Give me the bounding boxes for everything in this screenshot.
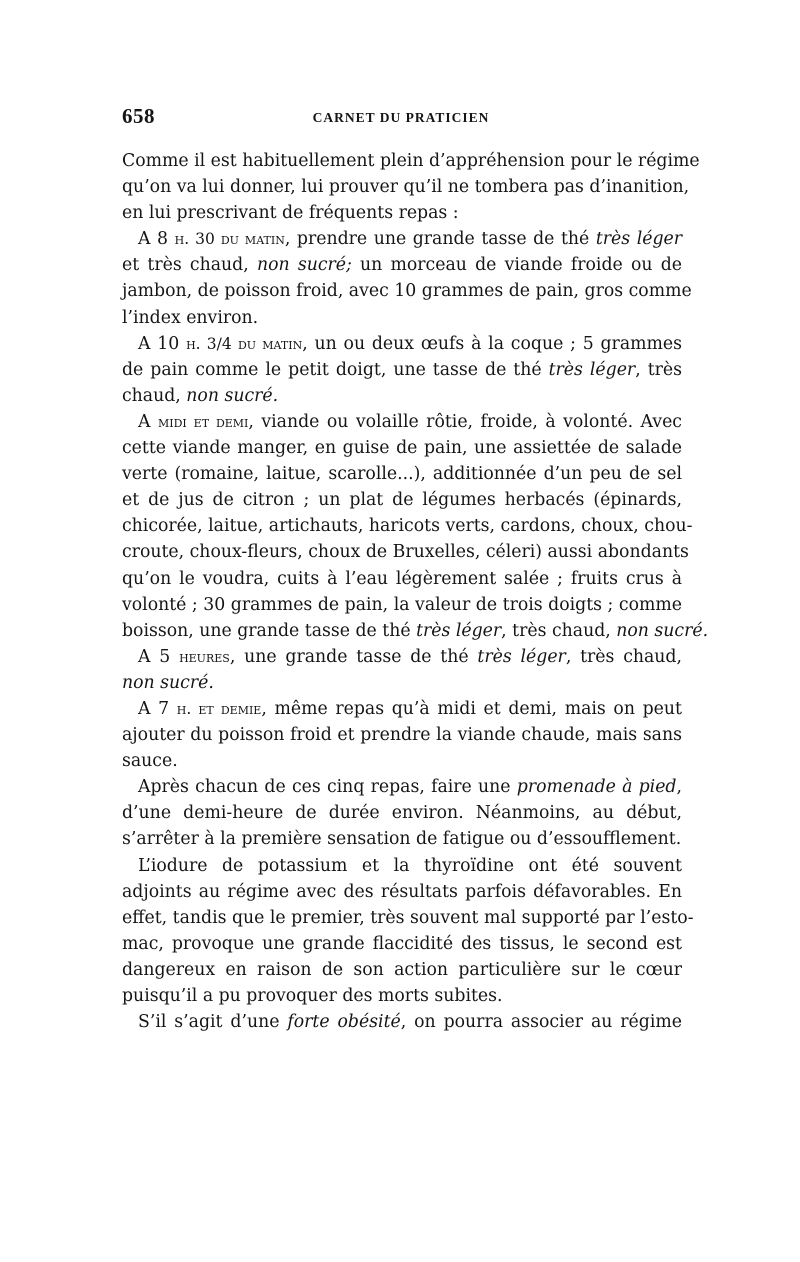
italic-text: non sucré.	[122, 672, 214, 693]
text-line	[122, 331, 682, 357]
text-line	[122, 461, 682, 487]
text-line	[122, 696, 682, 722]
text-segment: , une grande tasse de thé	[229, 646, 478, 667]
running-title: CARNET DU PRATICIEN	[312, 110, 490, 125]
italic-text: très léger	[477, 646, 566, 667]
text-line	[122, 879, 682, 905]
text-segment: , même repas qu’à midi et demi, mais on peut	[261, 698, 682, 719]
text-segment: , prendre une grande tasse de thé	[284, 229, 596, 250]
text-segment: S’il s’agit d’une	[138, 1012, 288, 1033]
text-segment: de pain comme le petit doigt, une tasse de thé	[122, 359, 549, 380]
italic-text: très léger	[595, 229, 682, 250]
text-line	[122, 539, 689, 565]
text-line	[122, 383, 682, 409]
text-segment: A 5	[138, 646, 180, 667]
text-segment: l’index environ.	[122, 307, 259, 328]
text-line	[122, 905, 694, 931]
text-segment: qu’on va lui donner, lui prouver qu’il ne tombera pas d’inanition,	[122, 177, 690, 198]
text-segment: mac, provoque une grande flaccidité des tissus, le second est	[122, 933, 682, 954]
text-line	[122, 513, 693, 539]
text-segment: croute, choux-fleurs, choux de Bruxelles, céleri) aussi abondants	[122, 542, 689, 563]
text-segment: sauce.	[122, 751, 178, 772]
text-segment: chaud,	[122, 385, 187, 406]
text-segment: , très	[635, 359, 682, 380]
italic-text: non sucré.	[616, 620, 709, 641]
text-line	[122, 853, 682, 879]
text-segment: un morceau de viande froide ou de	[351, 255, 682, 276]
small-caps-text: h. 30 du matin	[174, 230, 285, 249]
text-segment: , très chaud,	[501, 620, 617, 641]
text-segment: s’arrêter à la première sensation de fatigue ou d’essoufflement.	[122, 829, 682, 850]
text-line	[122, 409, 682, 435]
text-line	[122, 826, 682, 852]
text-line	[122, 670, 682, 696]
text-segment: A	[138, 411, 158, 432]
text-segment: jambon, de poisson froid, avec 10 grammes de pain, gros comme	[122, 281, 692, 302]
text-segment: en lui prescrivant de fréquents repas :	[122, 203, 459, 224]
small-caps-text: h. et demie	[176, 699, 262, 718]
text-segment: et de jus de citron ; un plat de légumes herbacés (épinards,	[122, 490, 682, 511]
small-caps-text: midi et demi	[157, 412, 249, 431]
text-line	[122, 305, 682, 331]
text-segment: L’iodure de potassium et la thyroïdine ont été souvent	[138, 855, 682, 876]
italic-text: non sucré.	[186, 385, 279, 406]
text-line	[122, 226, 682, 252]
text-segment: Comme il est habituellement plein d’appréhension pour le régime	[122, 151, 700, 171]
body-text	[122, 148, 709, 1035]
text-segment: et très chaud,	[122, 255, 257, 276]
text-line	[122, 618, 709, 644]
italic-text: forte obésité	[287, 1012, 401, 1033]
page-header	[122, 104, 680, 134]
italic-text: non sucré;	[256, 255, 352, 276]
text-line	[122, 931, 682, 957]
text-segment: , on pourra associer au régime	[400, 1012, 682, 1033]
text-segment: qu’on le voudra, cuits à l’eau légèrement salée ; fruits crus à	[122, 568, 682, 589]
text-segment: effet, tandis que le premier, très souvent mal supporté par l’esto-	[122, 907, 694, 928]
text-line	[122, 1009, 682, 1035]
text-line	[122, 487, 682, 513]
text-line	[122, 592, 682, 618]
text-line	[122, 774, 682, 800]
text-line	[122, 278, 692, 304]
italic-text: très léger	[416, 620, 502, 641]
text-segment: Après chacun de ces cinq repas, faire une	[138, 777, 517, 798]
text-segment: cette viande manger, en guise de pain, une assiettée de salade	[122, 438, 682, 459]
text-line	[122, 357, 682, 383]
text-segment: ,	[676, 777, 682, 798]
text-line	[122, 748, 682, 774]
text-line	[122, 252, 682, 278]
text-line	[122, 174, 690, 200]
text-line	[122, 957, 682, 983]
text-line	[122, 566, 682, 592]
text-segment: boisson, une grande tasse de thé	[122, 620, 417, 641]
text-segment: verte (romaine, laitue, scarolle...), additionnée d’un peu de sel	[122, 464, 682, 485]
text-segment: dangereux en raison de son action particulière sur le cœur	[122, 959, 682, 980]
text-segment: , viande ou volaille rôtie, froide, à volonté. Avec	[248, 411, 682, 432]
text-segment: A 7	[138, 698, 177, 719]
text-segment: , très chaud,	[565, 646, 682, 667]
text-line	[122, 722, 682, 748]
text-segment: volonté ; 30 grammes de pain, la valeur de trois doigts ; comme	[122, 594, 682, 615]
text-segment: A 8	[138, 229, 175, 250]
text-segment: A 10	[138, 333, 187, 354]
text-line	[122, 644, 682, 670]
text-segment: adjoints au régime avec des résultats parfois défavorables. En	[122, 881, 682, 902]
italic-text: promenade à pied	[516, 777, 677, 798]
text-segment: ajouter du poisson froid et prendre la viande chaude, mais sans	[122, 725, 682, 746]
italic-text: très léger	[548, 359, 636, 380]
text-segment: , un ou deux œufs à la coque ; 5 grammes	[302, 333, 682, 354]
text-line	[122, 148, 700, 174]
text-line	[122, 435, 682, 461]
small-caps-text: heures	[179, 647, 230, 666]
text-line	[122, 200, 682, 226]
text-line	[122, 983, 682, 1009]
text-segment: d’une demi-heure de durée environ. Néanmoins, au début,	[122, 803, 682, 824]
page-number: 658	[122, 104, 155, 128]
text-segment: puisqu’il a pu provoquer des morts subites.	[122, 986, 503, 1006]
small-caps-text: h. 3/4 du matin	[186, 334, 303, 353]
text-line	[122, 800, 682, 826]
text-segment: chicorée, laitue, artichauts, haricots verts, cardons, choux, chou-	[122, 516, 693, 537]
